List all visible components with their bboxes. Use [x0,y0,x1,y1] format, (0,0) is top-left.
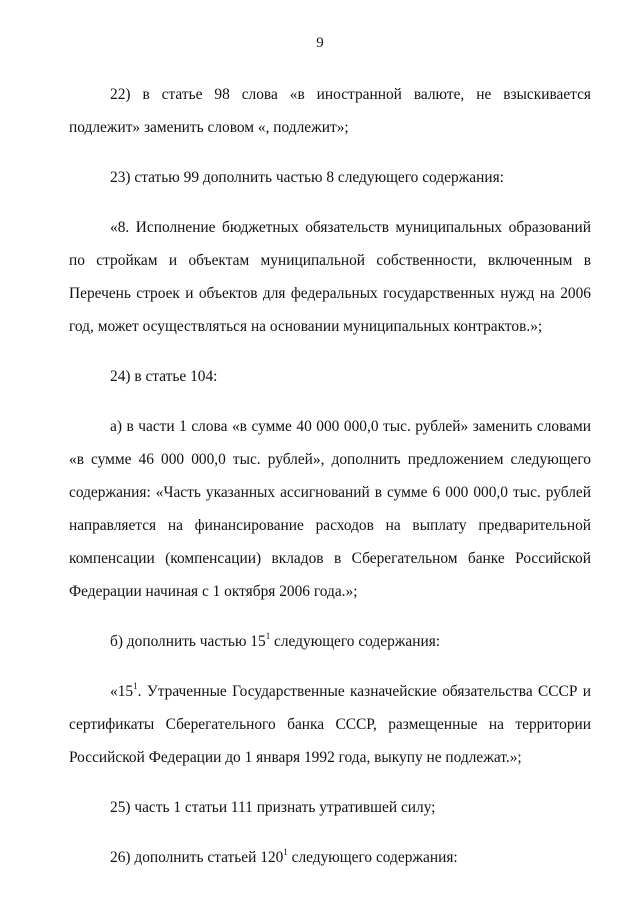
paragraph-23-quote: «8. Исполнение бюджетных обязательств муниципальных образований по стройкам и объектам муниципальной собственности, включенным в Перечень строек и объектов для федеральных государственных нужд на 2006 год, может осуществляться на основании муниципальных контрактов.»; [69,219,591,335]
paragraph-25: 25) часть 1 статьи 111 признать утратившей силу; [110,799,436,816]
paragraph-26 [69,841,591,874]
paragraph-24: 24) в статье 104: [110,368,218,385]
paragraph-26-before: 26) дополнить статьей 120 [110,849,284,866]
paragraph-22: 22) в статье 98 слова «в иностранной валюте, не взыскивается подлежит» заменить словом «, подлежит»; [69,86,591,136]
paragraph-24b-after: следующего содержания: [270,633,441,650]
page-number: 9 [316,35,324,51]
paragraph-26-after: следующего содержания: [287,849,458,866]
document-body [69,78,591,891]
paragraph-24a: а) в части 1 слова «в сумме 40 000 000,0 тыс. рублей» заменить словами «в сумме 46 000 000,0 тыс. рублей», дополнить предложением следующего содержания: «Часть указанных ассигнований в сумме 6 000 000,0 тыс. рублей направляется на финансирование расходов на выплату предварительной компенсации (компенсации) вкладов в Сберегательном банке Российской Федерации начиная с 1 октября 2006 года.»; [69,418,591,600]
paragraph-24b-quote-after: . Утраченные Государственные казначейские обязательства СССР и сертификаты Сберегательного банка СССР, размещенные на территории Российской Федерации до 1 января 1992 года, выкупу не подлежат.»; [69,683,591,766]
superscript-1: 1 [265,630,271,641]
paragraph-24b-before: б) дополнить частью 15 [110,633,266,650]
superscript-1: 1 [133,680,138,691]
paragraph-23: 23) статью 99 дополнить частью 8 следующего содержания: [110,169,504,186]
superscript-1: 1 [283,846,288,857]
paragraph-24b-quote [69,675,591,774]
paragraph-24b [69,625,591,658]
paragraph-24b-quote-before: «15 [110,683,134,700]
